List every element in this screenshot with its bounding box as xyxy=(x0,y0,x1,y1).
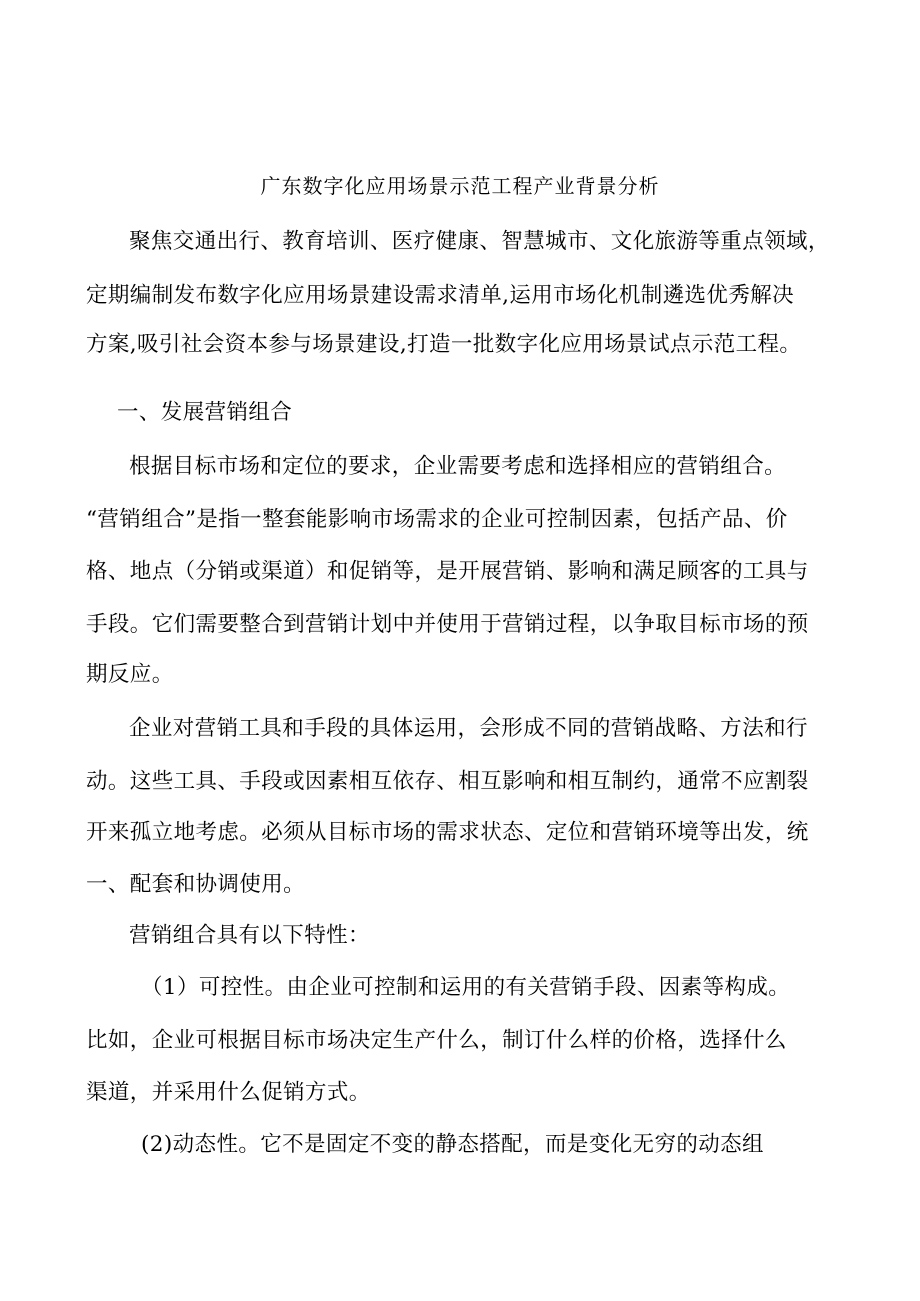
paragraph-2-line-2: 动。这些工具、手段或因素相互依存、相互影响和相互制约，通常不应割裂 xyxy=(86,769,809,794)
paragraph-3: 营销组合具有以下特性： xyxy=(129,923,370,948)
intro-line-3: 方案,吸引社会资本参与场景建设,打造一批数字化应用场景试点示范工程。 xyxy=(86,332,802,357)
paragraph-2-line-4: 一、配套和协调使用。 xyxy=(86,872,306,897)
item-1-line-1: （1）可控性。由企业可控制和运用的有关营销手段、因素等构成。 xyxy=(141,975,791,1000)
paragraph-1-line-1: 根据目标市场和定位的要求，企业需要考虑和选择相应的营销组合。 xyxy=(129,454,787,479)
paragraph-1-line-2: “营销组合”是指一整套能影响市场需求的企业可控制因素，包括产品、价 xyxy=(86,507,788,532)
item-1-line-3: 渠道，并采用什么促销方式。 xyxy=(86,1080,371,1105)
intro-line-1: 聚焦交通出行、教育培训、医疗健康、智慧城市、文化旅游等重点领域， xyxy=(129,229,830,254)
paragraph-1-line-4: 手段。它们需要整合到营销计划中并使用于营销过程，以争取目标市场的预 xyxy=(86,612,809,637)
item-1-line-2: 比如，企业可根据目标市场决定生产什么，制订什么样的价格，选择什么 xyxy=(86,1028,787,1053)
section-heading: 一、发展营销组合 xyxy=(117,400,293,425)
intro-line-2: 定期编制发布数字化应用场景建设需求清单,运用市场化机制遴选优秀解决 xyxy=(86,283,795,308)
paragraph-2-line-3: 开来孤立地考虑。必须从目标市场的需求状态、定位和营销环境等出发，统 xyxy=(86,820,809,845)
paragraph-2-line-1: 企业对营销工具和手段的具体运用，会形成不同的营销战略、方法和行 xyxy=(129,716,808,741)
document-title: 广东数字化应用场景示范工程产业背景分析 xyxy=(260,174,660,198)
paragraph-1-line-5: 期反应。 xyxy=(86,662,174,687)
paragraph-1-line-3: 格、地点（分销或渠道）和促销等，是开展营销、影响和满足顾客的工具与 xyxy=(86,559,809,584)
item-2-line-1: (2)动态性。它不是固定不变的静态搭配，而是变化无穷的动态组 xyxy=(141,1132,764,1157)
